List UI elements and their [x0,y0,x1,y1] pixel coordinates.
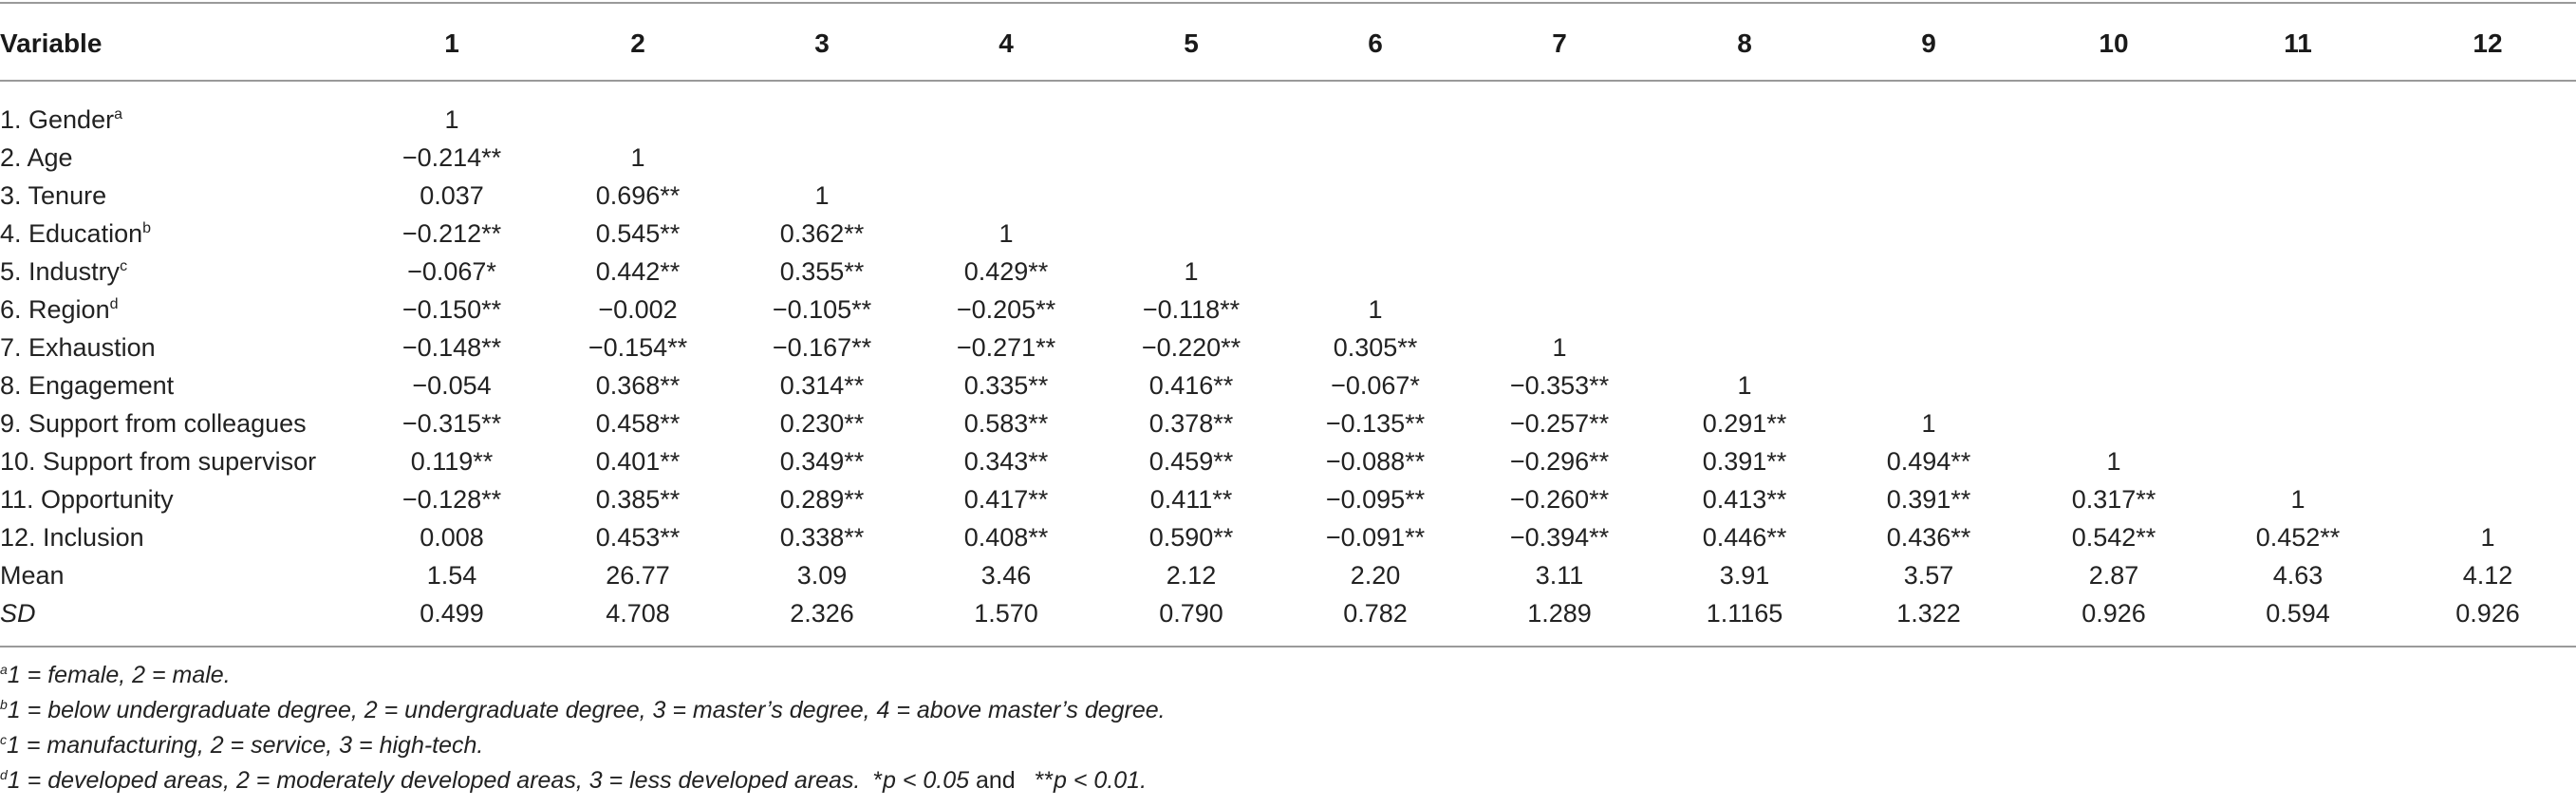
table-cell: −0.257** [1509,409,1610,438]
table-cell: 2.12 [1166,561,1217,590]
row-label [0,215,151,253]
table-cell: 0.926 [2081,599,2146,628]
row-label-text: Mean [0,561,65,590]
row-label [0,480,174,518]
table-cell: 0.349** [779,447,865,476]
table-cell: 1 [2290,485,2305,514]
table-cell: 0.343** [963,447,1049,476]
header-col-8: 8 [1737,28,1752,58]
table-cell: 1 [1552,333,1567,362]
table-cell: 0.436** [1886,523,1971,552]
table-cell: 1 [1921,409,1936,438]
header-col-11: 11 [2284,28,2312,58]
table-row [0,518,2576,556]
row-label-text: 7. Exhaustion [0,333,156,362]
table-cell: 0.594 [2266,599,2330,628]
table-cell: 2.326 [790,599,854,628]
table-cell: 0.362** [779,219,865,248]
footnote-mark: c [0,732,7,747]
header-col-9: 9 [1921,28,1936,58]
row-label-text: 10. Support from supervisor [0,447,317,476]
row-label [0,556,65,594]
table-cell: 0.458** [595,409,681,438]
sig-star: ** [1035,767,1055,794]
row-label-text: SD [0,599,36,628]
row-label [0,328,156,366]
table-cell: −0.214** [401,143,502,172]
table-cell: −0.315** [401,409,502,438]
table-cell: −0.394** [1509,523,1610,552]
table-cell: 0.119** [410,447,494,476]
table-cell: 0.305** [1333,333,1418,362]
table-cell: 0.230** [779,409,865,438]
table-cell: 1.1165 [1706,599,1783,628]
row-label [0,139,73,177]
footnote-text: 1 = below undergraduate degree, 2 = undergraduate degree, 3 = master’s degree, 4 = above master’s degree. [7,697,1166,723]
table-cell: 1.322 [1896,599,1961,628]
table-cell: 4.12 [2462,561,2513,590]
table-footnotes [0,658,2563,798]
table-cell: −0.167** [772,333,872,362]
footnote-marker: c [120,258,128,274]
table-cell: 0.338** [779,523,865,552]
table-cell: 0.499 [420,599,484,628]
sig-level-2: p < 0.01. [1054,767,1148,794]
row-label [0,594,36,632]
table-cell: 0.696** [595,181,681,210]
table-cell: 0.411** [1149,485,1233,514]
table-top-rule [0,2,2576,4]
table-cell: 0.391** [1702,447,1787,476]
table-cell: 1 [2106,447,2121,476]
table-cell: 0.590** [1148,523,1234,552]
table-row [0,139,2576,177]
table-cell: −0.002 [598,295,678,324]
table-cell: 0.291** [1702,409,1787,438]
table-cell: 0.317** [2071,485,2156,514]
table-cell: 0.391** [1886,485,1971,514]
footnote-marker: a [114,106,122,122]
row-label [0,177,106,215]
table-cell: −0.271** [956,333,1056,362]
table-cell: 1 [444,105,459,134]
table-cell: 0.583** [963,409,1049,438]
table-cell: −0.154** [588,333,688,362]
row-label [0,291,119,328]
table-cell: 3.57 [1903,561,1954,590]
table-header-rule [0,80,2576,82]
table-cell: 0.429** [963,257,1049,286]
row-label [0,442,316,480]
header-col-2: 2 [630,28,645,58]
row-label [0,366,174,404]
row-label-text: 4. Education [0,219,143,248]
table-cell: 3.91 [1719,561,1770,590]
footnote-mark: d [0,767,8,782]
table-cell: 0.442** [595,257,681,286]
table-cell: 0.408** [963,523,1049,552]
table-row [0,442,2576,480]
table-cell: 0.545** [595,219,681,248]
row-label-text: 3. Tenure [0,181,107,210]
table-cell: 1 [630,143,645,172]
table-row [0,366,2576,404]
table-cell: 0.459** [1148,447,1234,476]
row-label [0,253,127,291]
table-row [0,215,2576,253]
table-cell: 3.11 [1535,561,1584,590]
header-col-7: 7 [1552,28,1567,58]
table-cell: 0.452** [2255,523,2341,552]
footnote-marker: b [142,220,152,236]
table-cell: 0.416** [1148,371,1234,400]
row-label-text: 1. Gender [0,105,115,134]
header-variable: Variable [0,28,103,58]
table-cell: 1.289 [1527,599,1592,628]
table-row [0,253,2576,291]
sig-and: and [975,767,1016,794]
table-cell: 0.494** [1886,447,1971,476]
table-cell: 1 [999,219,1014,248]
table-cell: 0.401** [595,447,681,476]
table-cell: 0.453** [595,523,681,552]
row-label-text: 9. Support from colleagues [0,409,307,438]
table-row [0,101,2576,139]
table-cell: 0.314** [779,371,865,400]
table-cell: −0.095** [1325,485,1426,514]
table-cell: 2.20 [1350,561,1401,590]
table-cell: 4.708 [606,599,670,628]
table-cell: 1 [1368,295,1383,324]
table-cell: 0.289** [779,485,865,514]
table-cell: 0.335** [963,371,1049,400]
row-label [0,518,144,556]
table-cell: 1 [814,181,830,210]
table-cell: 1 [2480,523,2495,552]
header-col-1: 1 [444,28,459,58]
table-row [0,291,2576,328]
table-cell: −0.205** [956,295,1056,324]
table-cell: −0.220** [1141,333,1241,362]
header-col-12: 12 [2473,28,2503,58]
row-label [0,101,122,139]
footnote-text: 1 = developed areas, 2 = moderately developed areas, 3 = less developed areas. [7,767,861,794]
header-col-10: 10 [2099,28,2129,58]
header-col-4: 4 [999,28,1014,58]
table-row [0,177,2576,215]
table-row [0,556,2576,594]
table-cell: 0.782 [1343,599,1408,628]
footnote-d [0,763,2563,798]
table-header-row [0,27,2576,61]
table-cell: −0.260** [1509,485,1610,514]
table-cell: 0.368** [595,371,681,400]
table-row [0,404,2576,442]
table-cell: −0.067* [1331,371,1420,400]
table-cell: 1.570 [974,599,1038,628]
table-cell: −0.088** [1325,447,1426,476]
row-label-text: 2. Age [0,143,73,172]
row-label-text: 12. Inclusion [0,523,144,552]
footnote-a [0,658,2563,693]
header-col-3: 3 [814,28,830,58]
row-label-text: 5. Industry [0,257,121,286]
table-cell: 0.417** [963,485,1049,514]
table-cell: 0.037 [420,181,484,210]
table-cell: 0.542** [2071,523,2156,552]
header-col-6: 6 [1368,28,1383,58]
table-cell: 0.413** [1702,485,1787,514]
table-cell: −0.296** [1509,447,1610,476]
table-row [0,594,2576,632]
table-cell: −0.105** [772,295,872,324]
table-row [0,328,2576,366]
table-cell: 4.63 [2272,561,2324,590]
row-label-text: 11. Opportunity [0,485,174,514]
table-cell: −0.118** [1142,295,1241,324]
footnote-b [0,693,2563,728]
table-cell: 0.446** [1702,523,1787,552]
footnote-mark: b [0,697,8,712]
table-cell: −0.212** [401,219,502,248]
footnote-text: 1 = female, 2 = male. [7,662,231,688]
footnote-c [0,728,2563,763]
table-cell: −0.148** [401,333,502,362]
significance-note [873,767,1147,794]
table-bottom-rule [0,646,2576,647]
row-label-text: 8. Engagement [0,371,175,400]
table-cell: 0.355** [779,257,865,286]
table-cell: −0.353** [1509,371,1610,400]
footnote-marker: d [109,296,119,312]
table-cell: 0.790 [1159,599,1223,628]
table-cell: −0.054 [412,371,492,400]
header-col-5: 5 [1184,28,1199,58]
table-cell: −0.150** [401,295,502,324]
table-cell: 1.54 [426,561,477,590]
table-cell: 3.09 [796,561,848,590]
row-label [0,404,307,442]
footnote-mark: a [0,662,8,677]
table-cell: 3.46 [980,561,1032,590]
table-cell: 0.378** [1148,409,1234,438]
table-cell: 0.385** [595,485,681,514]
table-cell: 1 [1184,257,1199,286]
sig-star: * [873,767,883,794]
table-cell: −0.067* [407,257,496,286]
table-cell: 0.926 [2455,599,2520,628]
sig-level-1: p < 0.05 [882,767,970,794]
table-row [0,480,2576,518]
table-cell: −0.091** [1325,523,1426,552]
table-cell: 26.77 [606,561,670,590]
table-cell: 0.008 [420,523,484,552]
table-cell: −0.128** [401,485,502,514]
table-cell: 2.87 [2088,561,2139,590]
footnote-text: 1 = manufacturing, 2 = service, 3 = high-tech. [7,732,484,759]
row-label-text: 6. Region [0,295,110,324]
table-cell: 1 [1737,371,1752,400]
table-cell: −0.135** [1325,409,1426,438]
